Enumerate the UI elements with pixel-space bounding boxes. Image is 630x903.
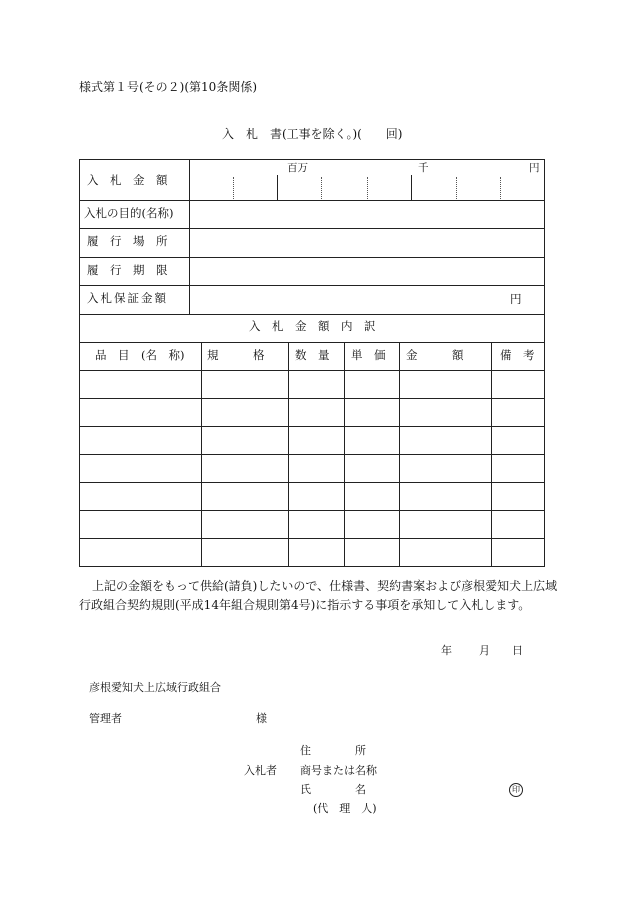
row-divider <box>79 257 545 258</box>
table-border-top <box>79 159 545 160</box>
column-divider <box>201 342 202 567</box>
million-unit: 百万 <box>287 162 308 174</box>
row-divider <box>79 454 545 455</box>
honorific: 様 <box>256 712 267 725</box>
purpose-field[interactable] <box>269 209 270 210</box>
digit-separator <box>456 177 457 199</box>
row-divider <box>79 200 545 201</box>
yen-unit: 円 <box>529 162 540 174</box>
table-border-right <box>544 159 545 567</box>
column-header-remarks: 備 考 <box>500 348 535 362</box>
deposit-label: 入札保証金額 <box>87 291 168 305</box>
date-month-label: 月 <box>479 644 490 657</box>
column-header-spec: 規 格 <box>207 348 265 362</box>
column-divider <box>399 342 400 567</box>
deposit-unit: 円 <box>510 292 522 306</box>
seal-mark: 印 <box>509 783 523 797</box>
digit-separator <box>500 177 501 199</box>
manager-label: 管理者 <box>89 712 122 725</box>
column-header-quantity: 数 量 <box>295 348 330 362</box>
column-divider <box>288 342 289 567</box>
company-name-label: 商号または名称 <box>300 764 377 777</box>
document-title: 入 札 書(工事を除く。)( 回) <box>222 127 403 141</box>
row-divider <box>79 228 545 229</box>
column-divider <box>491 342 492 567</box>
row-divider <box>79 285 545 286</box>
date-day-label: 日 <box>512 644 523 657</box>
label-column-divider <box>189 159 190 314</box>
row-divider <box>79 342 545 343</box>
breakdown-title: 入 札 金 額 内 訳 <box>249 319 376 333</box>
column-header-unit-price: 単 価 <box>351 348 386 362</box>
row-divider <box>79 510 545 511</box>
bidder-label: 入札者 <box>244 764 277 777</box>
column-header-item: 品 目 (名 称) <box>95 348 185 362</box>
row-divider <box>79 538 545 539</box>
row-divider <box>79 482 545 483</box>
column-header-amount: 金 額 <box>406 348 464 362</box>
thousand-unit: 千 <box>418 162 429 174</box>
table-border-left <box>79 159 80 567</box>
place-label: 履 行 場 所 <box>87 234 168 248</box>
date-year-label: 年 <box>441 644 452 657</box>
statement-line-1: 上記の金額をもって供給(請負)したいので、仕様書、契約書案および彦根愛知犬上広域 <box>92 579 558 593</box>
organization-name: 彦根愛知犬上広域行政組合 <box>89 681 221 694</box>
million-divider <box>277 175 278 200</box>
row-divider <box>79 398 545 399</box>
digit-separator <box>233 177 234 199</box>
digit-separator <box>367 177 368 199</box>
row-divider <box>79 426 545 427</box>
column-divider <box>344 342 345 567</box>
bid-form-table <box>79 159 545 567</box>
address-label: 住 所 <box>300 744 366 757</box>
statement-line-2: 行政組合契約規則(平成14年組合規則第4号)に指示する事項を承知して入札します。 <box>79 598 531 612</box>
digit-separator <box>321 177 322 199</box>
row-divider <box>79 370 545 371</box>
agent-label: (代 理 人) <box>313 802 377 815</box>
purpose-label: 入札の目的(名称) <box>84 206 174 220</box>
amount-label: 入 札 金 額 <box>87 173 168 187</box>
table-border-bottom <box>79 566 545 567</box>
thousand-divider <box>411 175 412 200</box>
name-label: 氏 名 <box>300 783 366 796</box>
form-number: 様式第１号(その２)(第10条関係) <box>79 80 257 94</box>
period-label: 履 行 期 限 <box>87 263 168 277</box>
row-divider <box>79 314 545 315</box>
